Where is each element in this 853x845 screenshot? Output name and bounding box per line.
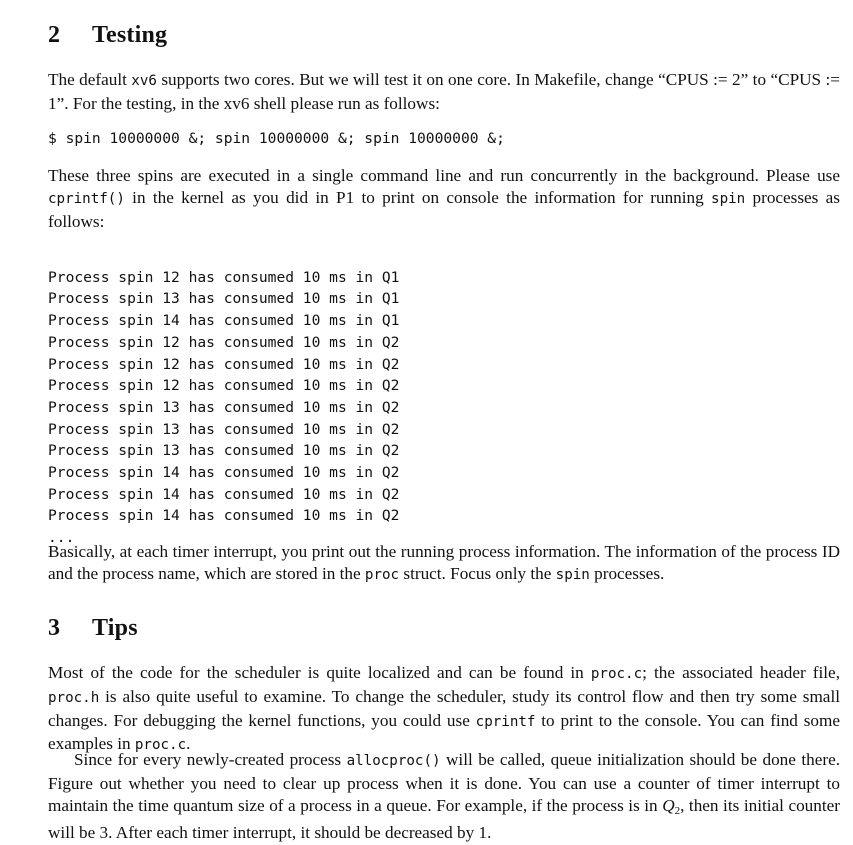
inline-code-allocproc: allocproc()	[346, 753, 441, 769]
output-line: Process spin 14 has consumed 10 ms in Q2	[48, 485, 400, 503]
inline-code-spin: spin	[555, 566, 590, 583]
output-line: Process spin 14 has consumed 10 ms in Q1	[48, 312, 400, 330]
output-ellipsis: ...	[48, 529, 75, 547]
section-3-paragraph-2: Since for every newly-created process allocproc() will be called, queue initialization should be done there. Figure out whether you need to clear up process when it is done. You can use a counter of timer interrupt to maintain the time quantum size of a process in a queue. For example, if the process is in $Q_2$, then its initial counter will be 3. After each timer interrupt, it should be decreased by 1.	[48, 750, 840, 843]
section-3-number: 3	[48, 615, 61, 641]
output-line: Process spin 12 has consumed 10 ms in Q1	[48, 268, 400, 286]
inline-code-spin: spin	[711, 190, 746, 207]
output-line: Process spin 12 has consumed 10 ms in Q2	[48, 355, 400, 373]
section-3-paragraph-1: Most of the code for the scheduler is quite localized and can be found in proc.c; the associated header file, proc.h is also quite useful to examine. To change the scheduler, study its control flow and then try some small changes. For debugging the kernel functions, you could use cprintf to print to the console. You can find some examples in proc.c.	[48, 663, 840, 754]
output-line: Process spin 14 has consumed 10 ms in Q2	[48, 464, 400, 482]
output-line: Process spin 13 has consumed 10 ms in Q2	[48, 442, 400, 460]
output-line: Process spin 13 has consumed 10 ms in Q2	[48, 398, 400, 416]
inline-code-proc-h: proc.h	[48, 689, 100, 706]
inline-code-cprintf: cprintf	[475, 713, 536, 730]
inline-code-proc: proc	[364, 566, 400, 583]
output-line: Process spin 13 has consumed 10 ms in Q2	[48, 420, 400, 438]
section-3-title: Tips	[92, 615, 138, 641]
output-line: Process spin 12 has consumed 10 ms in Q2	[48, 377, 400, 395]
inline-code-proc-c: proc.c	[590, 666, 643, 682]
section-3-heading	[48, 615, 138, 642]
section-2-heading	[48, 22, 167, 49]
section-2-paragraph-2: These three spins are executed in a single command line and run concurrently in the background. Please use cprintf() in the kernel as you did in P1 to print on console the information for running spin processes as follows:	[48, 166, 840, 231]
section-2-paragraph-3: Basically, at each timer interrupt, you print out the running process information. The information of the process ID and the process name, which are stored in the proc struct. Focus only the spin processes.	[48, 542, 840, 583]
inline-code-cprintf: cprintf()	[48, 190, 125, 207]
queue-symbol: $Q_2$	[662, 795, 681, 817]
output-line: Process spin 14 has consumed 10 ms in Q2	[48, 507, 400, 525]
inline-code-proc-c: proc.c	[134, 737, 187, 754]
output-line: Process spin 12 has consumed 10 ms in Q2	[48, 333, 400, 351]
output-line: Process spin 13 has consumed 10 ms in Q1	[48, 290, 400, 308]
spin-command: $ spin 10000000 &; spin 10000000 &; spin 10000000 &;	[48, 130, 505, 147]
section-2-paragraph-1: The default xv6 supports two cores. But we will test it on one core. In Makefile, change “CPUS := 2” to “CPUS := 1”. For the testing, in the xv6 shell please run as follows:	[48, 70, 840, 113]
inline-code-xv6: xv6	[131, 73, 157, 89]
section-2-title: Testing	[92, 22, 168, 48]
section-2-number: 2	[48, 22, 61, 48]
